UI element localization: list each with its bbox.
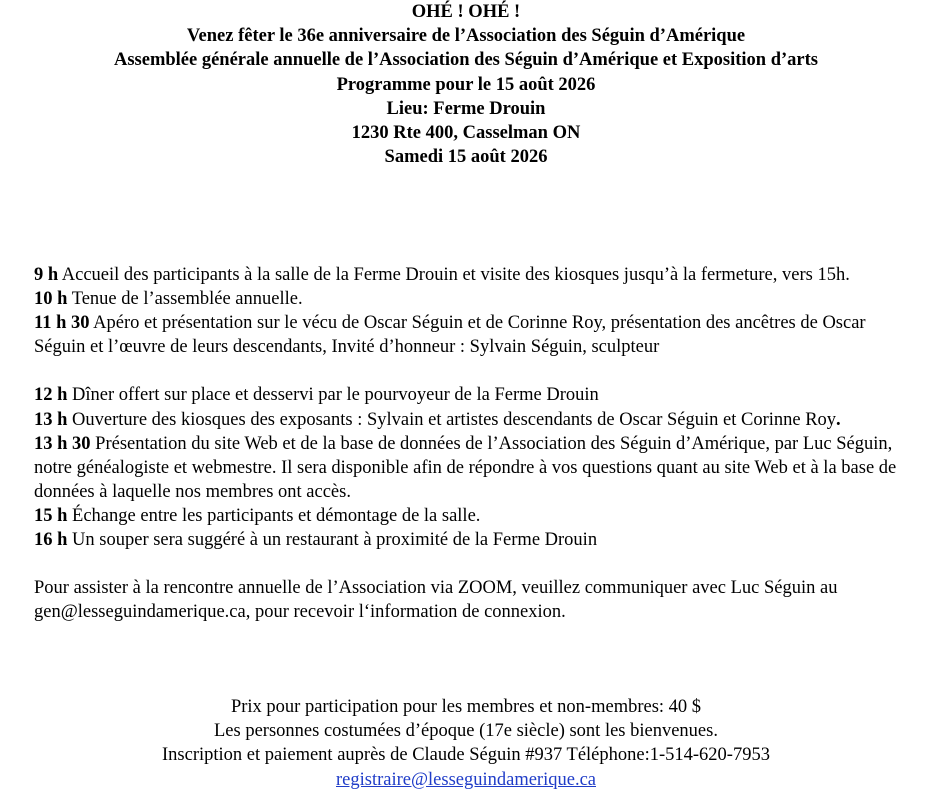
schedule-item [34, 263, 914, 287]
price-info: Prix pour participation pour les membres et non-membres: 40 $ [230, 697, 702, 717]
schedule-time: 13 h 30 [34, 433, 91, 454]
schedule-item [34, 432, 914, 504]
venue-name: Lieu: Ferme Drouin [386, 98, 546, 119]
schedule-item [34, 528, 914, 552]
schedule-item [34, 383, 914, 407]
email-line [0, 768, 932, 792]
spacer [34, 552, 914, 576]
registration-contact: Inscription et paiement auprès de Claude Séguin #937 Téléphone:1-514-620-7953 [162, 745, 770, 766]
schedule-text: Ouverture des kiosques des exposants : Sylvain et artistes descendants de Oscar Séguin et Corinne Roy [67, 409, 837, 430]
schedule-text: Apéro et présentation sur le vécu de Oscar Séguin et de Corinne Roy, présentation des ancêtres de Oscar Séguin et l’œuvre de leurs descendants, Invité d’honneur : Sylvain Séguin, sculpteur [34, 313, 866, 358]
schedule-suffix: . [836, 409, 841, 430]
schedule-time: 10 h [34, 289, 68, 310]
event-header [0, 0, 932, 169]
event-date: Samedi 15 août 2026 [384, 147, 548, 168]
schedule-text: Présentation du site Web et de la base de données de l’Association des Séguin d’Amérique, par Luc Séguin, notre généalogiste et webmestre. Il sera disponible afin de répondre à vos questions quant au site Web et à la base de données à laquelle nos membres ont accès. [34, 433, 897, 502]
spacer [34, 359, 914, 383]
schedule-item [34, 504, 914, 528]
registrar-email-link[interactable]: registraire@lesseguindamerique.ca [336, 769, 596, 790]
registration-footer [0, 695, 932, 792]
assembly-title: Assemblée générale annuelle de l’Association des Séguin d’Amérique et Exposition d’arts [113, 50, 818, 71]
program-schedule [34, 263, 914, 624]
schedule-time: 11 h 30 [34, 313, 90, 334]
anniversary-title: Venez fêter le 36e anniversaire de l’Association des Séguin d’Amérique [186, 26, 746, 47]
program-date-title: Programme pour le 15 août 2026 [336, 74, 596, 95]
venue-address: 1230 Rte 400, Casselman ON [351, 123, 581, 144]
schedule-text: Tenue de l’assemblée annuelle. [67, 289, 303, 310]
schedule-time: 13 h [34, 409, 68, 430]
costume-info: Les personnes costumées d’époque (17e siècle) sont les bienvenues. [214, 721, 718, 742]
schedule-item [34, 408, 914, 432]
schedule-text: Un souper sera suggéré à un restaurant à proximité de la Ferme Drouin [67, 530, 598, 551]
zoom-note: Pour assister à la rencontre annuelle de l’Association via ZOOM, veuillez communiquer avec Luc Séguin au gen@lesseguindamerique.ca, pour recevoir l‘information de connexion. [34, 578, 838, 623]
schedule-item [34, 311, 914, 359]
schedule-text: Accueil des participants à la salle de la Ferme Drouin et visite des kiosques jusqu’à la fermeture, vers 15h. [58, 265, 850, 285]
schedule-time: 12 h [34, 385, 68, 406]
schedule-time: 15 h [34, 505, 68, 526]
schedule-text: Dîner offert sur place et desservi par le pourvoyeur de la Ferme Drouin [67, 385, 599, 406]
schedule-time: 16 h [34, 530, 68, 551]
schedule-text: Échange entre les participants et démontage de la salle. [67, 505, 481, 526]
schedule-time: 9 h [34, 265, 59, 285]
schedule-item [34, 287, 914, 311]
exclamation-title: OHÉ ! OHÉ ! [411, 2, 521, 22]
